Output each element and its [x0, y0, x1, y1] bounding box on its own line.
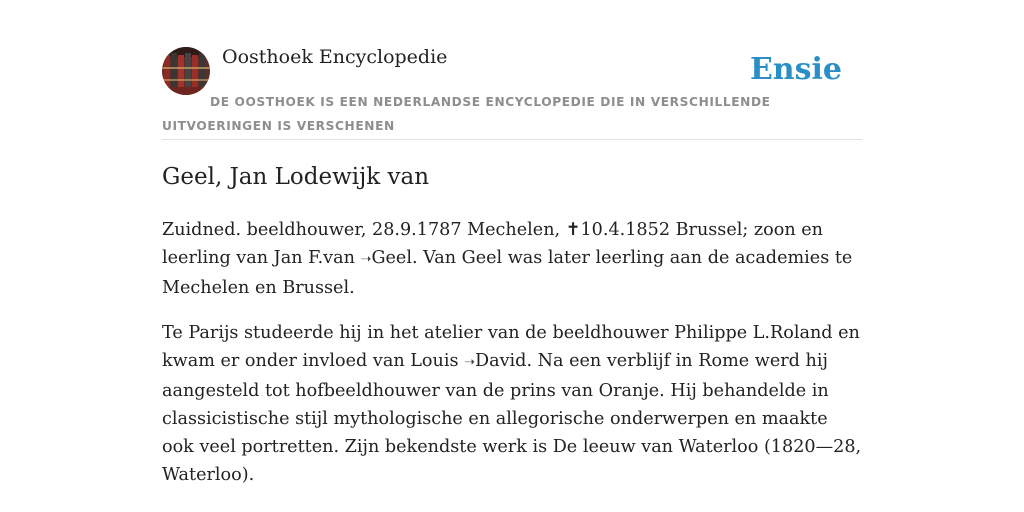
book-spines-icon: [162, 47, 210, 95]
page-title: Geel, Jan Lodewijk van: [162, 164, 430, 190]
paragraph-text: 10.4.1852 Brussel; zoon en leerling van Jan F.van: [162, 220, 824, 268]
site-header: [162, 0, 862, 140]
article-paragraph-2: [162, 319, 862, 489]
paragraph-text: Zuidned. beeldhouwer, 28.9.1787 Mechelen,: [162, 220, 566, 240]
paragraph-text: . Na een verblijf in Rome werd hij aangesteld tot hofbeeldhouwer van de prins van Oranje. Hij behandelde in classicistische stijl mythologische en allegorische onderwerpen en maakte ook veel portretten. Zijn bekendste werk is De leeuw van Waterloo (1820—28, Waterloo).: [162, 351, 862, 485]
site-title-link[interactable]: Oosthoek Encyclopedie: [222, 46, 448, 68]
article-paragraph-1: [162, 216, 862, 302]
cross-reference-arrow-icon: ➝: [360, 252, 372, 267]
brand-logo-link[interactable]: Ensie: [749, 52, 842, 87]
paragraph-text: Te Parijs studeerde hij in het atelier van de beeldhouwer Philippe L.Roland en kwam er onder invloed van Louis: [162, 323, 860, 371]
death-cross-icon: ✝: [565, 220, 581, 240]
site-tagline: DE OOSTHOEK IS EEN NEDERLANDSE ENCYCLOPEDIE DIE IN VERSCHILLENDE UITVOERINGEN IS VERSCHENEN: [162, 95, 771, 133]
avatar[interactable]: [162, 47, 210, 95]
header-divider: [162, 139, 862, 140]
paragraph-text: . Van Geel was later leerling aan de academies te Mechelen en Brussel.: [162, 248, 853, 298]
link-david[interactable]: David: [475, 351, 527, 371]
link-geel[interactable]: Geel: [371, 248, 412, 268]
article-card: [162, 0, 862, 485]
cross-reference-arrow-icon: ➝: [464, 355, 475, 370]
